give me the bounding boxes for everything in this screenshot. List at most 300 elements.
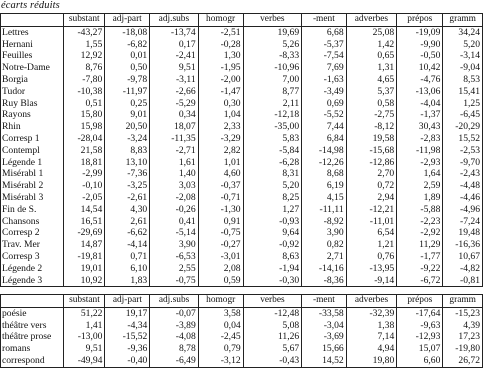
table-row	[1, 355, 483, 367]
table-cell: -12,48	[243, 307, 302, 319]
table-cell: -0,30	[243, 275, 302, 287]
table-cell: 0,65	[346, 50, 397, 62]
table-cell: -0,37	[198, 180, 243, 192]
table-cell: 1,31	[346, 62, 397, 74]
table-cell: 0,91	[198, 216, 243, 228]
table-cell: -2,43	[443, 168, 483, 180]
table-row	[1, 98, 483, 110]
table-cell: -5,52	[302, 109, 347, 121]
header-row	[1, 295, 483, 308]
table-cell: 3,90	[150, 239, 198, 251]
table-cell: 2,33	[198, 121, 243, 133]
table-cell: -28,04	[64, 133, 105, 145]
table-cell: -2,08	[150, 192, 198, 204]
table-cell: 7,14	[346, 331, 397, 343]
table-cell: -4,14	[105, 239, 150, 251]
row-label: Trav. Mer	[1, 239, 64, 251]
row-label: Légende 2	[1, 263, 64, 275]
table-cell: 8,31	[243, 168, 302, 180]
table-row	[1, 86, 483, 98]
table-cell: 1,64	[397, 168, 443, 180]
table-cell: 12,92	[64, 50, 105, 62]
table-row	[1, 145, 483, 157]
table-cell: -5,37	[302, 39, 347, 51]
table-cell: 10,67	[443, 251, 483, 263]
table-cell: 15,80	[64, 109, 105, 121]
table-cell: -0,92	[243, 239, 302, 251]
table-cell: 5,67	[243, 343, 302, 355]
table-cell: 0,79	[198, 343, 243, 355]
column-header: homogr	[198, 14, 243, 27]
table-cell: -3,89	[150, 320, 198, 332]
table-ecarts-by-genre	[0, 294, 483, 368]
table-cell: -7,54	[302, 50, 347, 62]
table-cell: -9,36	[105, 343, 150, 355]
table-cell: 4,39	[443, 320, 483, 332]
table-cell: 1,30	[198, 50, 243, 62]
table-cell: 51,22	[64, 307, 105, 319]
table-cell: -12,18	[243, 109, 302, 121]
table-cell: 11,26	[243, 331, 302, 343]
table-cell: 1,01	[198, 157, 243, 169]
table-cell: -5,84	[243, 145, 302, 157]
table-cell: 30,43	[397, 121, 443, 133]
table-cell: -8,12	[346, 121, 397, 133]
table-cell: -10,96	[243, 62, 302, 74]
table-cell: 17,23	[443, 331, 483, 343]
table-cell: -11,11	[302, 204, 347, 216]
table-cell: 5,08	[243, 320, 302, 332]
table-cell: 1,42	[346, 39, 397, 51]
table-cell: 0,17	[150, 39, 198, 51]
column-header: gramm	[443, 295, 483, 308]
row-label: Légende 1	[1, 157, 64, 169]
table-cell: 9,01	[105, 109, 150, 121]
table-cell: 5,37	[346, 86, 397, 98]
table-cell: 0,41	[150, 216, 198, 228]
row-label: Tudor	[1, 86, 64, 98]
table-cell: 8,76	[64, 62, 105, 74]
table-row	[1, 251, 483, 263]
table-cell: -9,14	[346, 275, 397, 287]
table-cell: 5,20	[443, 39, 483, 51]
table-cell: -0,40	[105, 355, 150, 367]
table-cell: 1,25	[443, 98, 483, 110]
table-row	[1, 39, 483, 51]
table-cell: 6,84	[302, 133, 347, 145]
table-cell: 15,52	[443, 133, 483, 145]
table-cell: 2,82	[198, 145, 243, 157]
table-cell: 9,51	[64, 343, 105, 355]
table-cell: 9,51	[150, 62, 198, 74]
table-cell: 1,38	[346, 320, 397, 332]
table-cell: -15,68	[346, 145, 397, 157]
table-cell: 18,07	[150, 121, 198, 133]
table-cell: 2,94	[346, 192, 397, 204]
table-cell: -10,38	[64, 86, 105, 98]
table-cell: 2,70	[346, 168, 397, 180]
table-row	[1, 180, 483, 192]
table-cell: 6,10	[105, 263, 150, 275]
table-cell: -0,93	[243, 216, 302, 228]
table-cell: -2,66	[150, 86, 198, 98]
table-cell: -2,41	[150, 50, 198, 62]
table-cell: 10,42	[397, 62, 443, 74]
column-header: -ment	[302, 295, 346, 308]
table-row	[1, 331, 483, 343]
table-cell: 0,04	[198, 320, 243, 332]
table-cell: -3,29	[198, 133, 243, 145]
table-cell: 2,08	[198, 263, 243, 275]
table-cell: 14,52	[302, 355, 346, 367]
table-cell: 1,83	[105, 275, 150, 287]
table-cell: -2,05	[64, 192, 105, 204]
table-cell: 0,50	[105, 62, 150, 74]
table-cell: 1,61	[150, 157, 198, 169]
table-row	[1, 204, 483, 216]
row-label: Rhin	[1, 121, 64, 133]
table-cell: 8,68	[302, 168, 347, 180]
table-cell: -9,70	[443, 157, 483, 169]
row-label: Légende 3	[1, 275, 64, 287]
table-cell: -19,09	[397, 26, 443, 38]
table-cell: 1,41	[64, 320, 105, 332]
table-cell: -2,71	[150, 145, 198, 157]
table-cell: 2,55	[150, 263, 198, 275]
row-label: Corresp 3	[1, 251, 64, 263]
column-header: adverbes	[346, 14, 397, 27]
table-cell: -12,93	[397, 331, 443, 343]
table-cell: -43,27	[64, 26, 105, 38]
column-header: adj.subs	[150, 295, 198, 308]
column-header: adverbes	[346, 295, 397, 308]
row-label: correspond	[1, 355, 64, 367]
table-cell: 2,61	[105, 216, 150, 228]
table-cell: -6,45	[443, 109, 483, 121]
row-label: Corresp 2	[1, 227, 64, 239]
table-cell: -11,01	[346, 216, 397, 228]
table-cell: -0,26	[150, 204, 198, 216]
table-cell: -0,10	[64, 180, 105, 192]
table-cell: 6,68	[302, 26, 347, 38]
table-cell: -1,37	[397, 109, 443, 121]
table-cell: -15,52	[105, 331, 150, 343]
table-cell: -16,36	[443, 239, 483, 251]
row-label: Feuilles	[1, 50, 64, 62]
table-cell: -3,49	[302, 86, 347, 98]
table-cell: -2,51	[198, 26, 243, 38]
row-label: Notre-Dame	[1, 62, 64, 74]
table-cell: -3,24	[105, 133, 150, 145]
table-cell: 25,08	[346, 26, 397, 38]
table-cell: -1,94	[243, 263, 302, 275]
table-cell: -6,49	[150, 355, 198, 367]
column-header: substant	[64, 14, 105, 27]
table-cell: -9,22	[397, 263, 443, 275]
table-cell: -5,29	[150, 98, 198, 110]
row-label: Lettres	[1, 26, 64, 38]
column-header	[1, 14, 64, 27]
table-cell: -0,71	[198, 192, 243, 204]
table-cell: 6,19	[302, 180, 347, 192]
table-cell: -2,93	[397, 157, 443, 169]
table-cell: -0,50	[397, 50, 443, 62]
table-cell: 21,58	[64, 145, 105, 157]
table-row	[1, 109, 483, 121]
table-cell: -7,36	[105, 168, 150, 180]
table-cell: -0,43	[243, 355, 302, 367]
table-cell: 8,77	[243, 86, 302, 98]
table-cell: -32,39	[346, 307, 397, 319]
table-cell: -1,95	[198, 62, 243, 74]
table-cell: 8,83	[105, 145, 150, 157]
table-cell: -8,33	[243, 50, 302, 62]
table-cell: -14,98	[302, 145, 347, 157]
table-row	[1, 26, 483, 38]
table-row	[1, 275, 483, 287]
table-cell: -1,63	[302, 74, 347, 86]
table-cell: -4,04	[397, 98, 443, 110]
table-cell: 4,30	[105, 204, 150, 216]
table-cell: 4,60	[198, 168, 243, 180]
row-label: théâtre prose	[1, 331, 64, 343]
table-cell: -0,28	[198, 39, 243, 51]
table-row	[1, 133, 483, 145]
table-cell: -3,14	[443, 50, 483, 62]
table-cell: -9,78	[105, 74, 150, 86]
table-cell: 7,00	[243, 74, 302, 86]
table-cell: 5,20	[243, 180, 302, 192]
table-cell: 10,92	[64, 275, 105, 287]
table-row	[1, 320, 483, 332]
table-cell: 3,90	[302, 227, 347, 239]
table-cell: -0,75	[198, 227, 243, 239]
table-cell: -0,75	[150, 275, 198, 287]
table-row	[1, 50, 483, 62]
table-cell: -3,01	[198, 251, 243, 263]
table-cell: -18,08	[105, 26, 150, 38]
row-label: romans	[1, 343, 64, 355]
table-cell: 7,44	[302, 121, 347, 133]
table-cell: 15,66	[302, 343, 346, 355]
table-cell: 19,58	[346, 133, 397, 145]
table-cell: 1,40	[150, 168, 198, 180]
table-cell: 1,21	[346, 239, 397, 251]
table-cell: -35,00	[243, 121, 302, 133]
table-cell: 14,54	[64, 204, 105, 216]
table-cell: 6,54	[346, 227, 397, 239]
table-cell: 0,71	[105, 251, 150, 263]
table-cell: 18,81	[64, 157, 105, 169]
table-cell: 7,69	[302, 62, 347, 74]
table-cell: -13,00	[64, 331, 105, 343]
table-cell: 0,58	[346, 98, 397, 110]
table-cell: -8,36	[302, 275, 347, 287]
table-cell: 16,51	[64, 216, 105, 228]
table-cell: -14,16	[302, 263, 347, 275]
column-header: substant	[64, 295, 105, 308]
table-cell: -9,63	[397, 320, 443, 332]
table-row	[1, 168, 483, 180]
table-cell: -6,62	[105, 227, 150, 239]
table-cell: 19,01	[64, 263, 105, 275]
table-cell: -0,81	[443, 275, 483, 287]
table-cell: -2,53	[443, 145, 483, 157]
table-cell: -15,23	[443, 307, 483, 319]
table-cell: -6,72	[397, 275, 443, 287]
table-cell: 9,64	[243, 227, 302, 239]
table-ecarts-by-work	[0, 13, 483, 287]
table-cell: -4,08	[150, 331, 198, 343]
table-cell: 8,63	[243, 251, 302, 263]
table-cell: -9,04	[443, 62, 483, 74]
table-cell: -19,80	[443, 343, 483, 355]
column-header: prépos	[397, 14, 443, 27]
table-cell: 2,59	[397, 180, 443, 192]
column-header: verbes	[243, 14, 302, 27]
table-cell: -6,82	[105, 39, 150, 51]
table-cell: 8,25	[243, 192, 302, 204]
table-cell: 14,87	[64, 239, 105, 251]
row-label: Fin de S.	[1, 204, 64, 216]
table-cell: 0,01	[105, 50, 150, 62]
page-title: écarts réduits	[1, 0, 60, 11]
table-cell: -2,45	[198, 331, 243, 343]
table-cell: -2,23	[397, 216, 443, 228]
table-cell: -3,11	[150, 74, 198, 86]
table-cell: -29,69	[64, 227, 105, 239]
table-cell: 34,24	[443, 26, 483, 38]
table-cell: 0,59	[198, 275, 243, 287]
table-cell: -12,86	[346, 157, 397, 169]
table-cell: 3,03	[150, 180, 198, 192]
row-label: Borgia	[1, 74, 64, 86]
column-header: gramm	[443, 14, 483, 27]
table-cell: 1,55	[64, 39, 105, 51]
table-cell: -11,98	[397, 145, 443, 157]
table-cell: -0,27	[198, 239, 243, 251]
table-cell: -3,04	[302, 320, 346, 332]
table-cell: -11,97	[105, 86, 150, 98]
column-header: adj-part	[105, 14, 150, 27]
table-cell: -6,53	[150, 251, 198, 263]
table-cell: -33,58	[302, 307, 346, 319]
table-cell: 4,94	[346, 343, 397, 355]
table-cell: -1,77	[397, 251, 443, 263]
column-header: adj.subs	[150, 14, 198, 27]
row-label: Misérabl 2	[1, 180, 64, 192]
table-cell: -3,12	[198, 355, 243, 367]
table-cell: 19,80	[346, 355, 397, 367]
row-label: Corresp 1	[1, 133, 64, 145]
row-label: théâtre vers	[1, 320, 64, 332]
table-cell: 26,72	[443, 355, 483, 367]
table-cell: 20,50	[105, 121, 150, 133]
row-label: Contempl	[1, 145, 64, 157]
table-cell: 0,51	[64, 98, 105, 110]
table-cell: -13,06	[397, 86, 443, 98]
table-cell: -2,61	[105, 192, 150, 204]
table-cell: -17,64	[397, 307, 443, 319]
table-cell: 15,41	[443, 86, 483, 98]
table-cell: -4,48	[443, 180, 483, 192]
table-cell: 6,60	[397, 355, 443, 367]
table-cell: 5,26	[243, 39, 302, 51]
table-cell: -4,82	[443, 263, 483, 275]
table-cell: 0,82	[302, 239, 347, 251]
table-cell: 0,72	[346, 180, 397, 192]
column-header: homogr	[198, 295, 243, 308]
table-row	[1, 307, 483, 319]
column-header	[1, 295, 64, 308]
table-cell: -11,35	[150, 133, 198, 145]
table-cell: -2,75	[346, 109, 397, 121]
table-row	[1, 263, 483, 275]
table-cell: -1,30	[198, 204, 243, 216]
table-cell: 1,04	[198, 109, 243, 121]
table-cell: -9,90	[397, 39, 443, 51]
table-cell: 4,15	[302, 192, 347, 204]
table-cell: 19,17	[105, 307, 150, 319]
table-cell: 0,69	[302, 98, 347, 110]
row-label: Chansons	[1, 216, 64, 228]
table-cell: -6,28	[243, 157, 302, 169]
table-cell: -1,47	[198, 86, 243, 98]
table-cell: 4,65	[346, 74, 397, 86]
table-cell: 11,29	[397, 239, 443, 251]
table-cell: 5,83	[243, 133, 302, 145]
table-row	[1, 216, 483, 228]
table-cell: -8,92	[302, 216, 347, 228]
table-cell: -4,96	[443, 204, 483, 216]
table-cell: 0,25	[105, 98, 150, 110]
table-cell: -19,81	[64, 251, 105, 263]
table-row	[1, 343, 483, 355]
table-cell: -7,80	[64, 74, 105, 86]
table-row	[1, 62, 483, 74]
table-cell: -4,34	[105, 320, 150, 332]
table-row	[1, 239, 483, 251]
table-cell: -13,74	[150, 26, 198, 38]
table-cell: -2,92	[397, 227, 443, 239]
table-row	[1, 74, 483, 86]
table-cell: 2,71	[302, 251, 347, 263]
table-row	[1, 227, 483, 239]
table-cell: -2,83	[397, 133, 443, 145]
table-cell: 15,07	[397, 343, 443, 355]
table-cell: -5,88	[397, 204, 443, 216]
table-cell: -7,24	[443, 216, 483, 228]
table-cell: -12,21	[346, 204, 397, 216]
row-label: Misérabl 3	[1, 192, 64, 204]
column-header: verbes	[243, 295, 302, 308]
row-label: Hernani	[1, 39, 64, 51]
table-cell: 1,89	[397, 192, 443, 204]
column-header: prépos	[397, 295, 443, 308]
column-header: adj-part	[105, 295, 150, 308]
table-cell: -12,26	[302, 157, 347, 169]
table-row	[1, 157, 483, 169]
table-cell: 19,48	[443, 227, 483, 239]
table-cell: 13,10	[105, 157, 150, 169]
table-cell: 3,58	[198, 307, 243, 319]
table-cell: 0,76	[346, 251, 397, 263]
table-cell: 8,53	[443, 74, 483, 86]
row-label: Ruy Blas	[1, 98, 64, 110]
table-cell: -4,46	[443, 192, 483, 204]
table-cell: 8,78	[150, 343, 198, 355]
table-cell: -5,14	[150, 227, 198, 239]
